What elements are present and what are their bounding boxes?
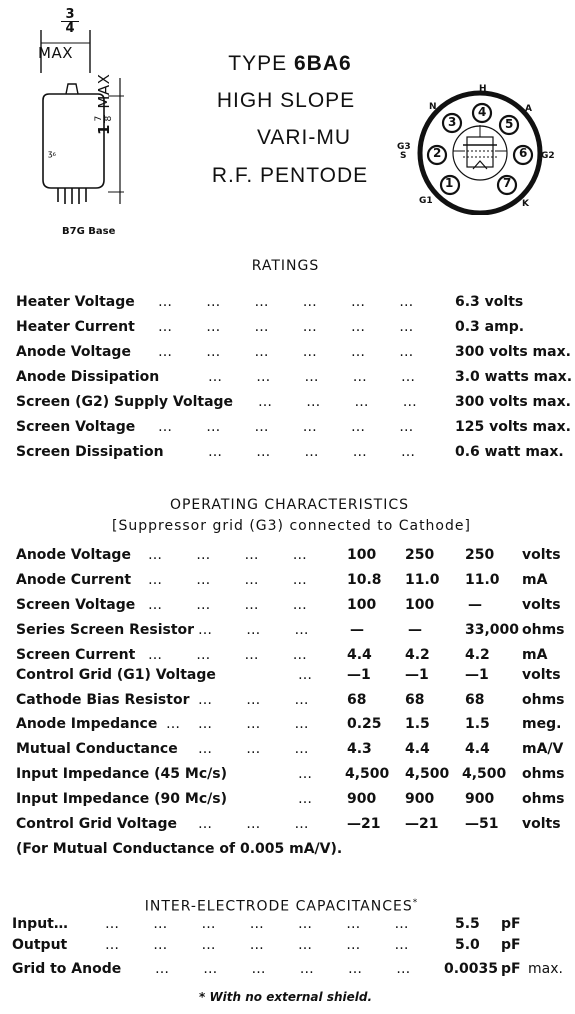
height-dimension-label	[95, 25, 117, 135]
operating-value-1: 10.8	[347, 572, 382, 588]
base-label: B7G Base	[62, 226, 116, 237]
pin-number-7: 7	[503, 176, 512, 190]
operating-label: Series Screen Resistor	[16, 622, 195, 638]
operating-value-1: 4,500	[345, 766, 390, 782]
leader-dots: … … …	[198, 692, 311, 708]
operating-unit: volts	[522, 667, 561, 683]
pin-label-g2: G2	[541, 151, 555, 161]
leader-dots: …	[298, 791, 314, 807]
ratings-row	[0, 419, 575, 441]
rating-value: 300 volts max.	[455, 344, 571, 360]
operating-value-1: —	[350, 622, 364, 638]
pin-label-k: K	[522, 199, 529, 209]
operating-value-3: —51	[465, 816, 499, 832]
pin-number-2: 2	[433, 146, 442, 160]
operating-label: Mutual Conductance	[16, 741, 178, 757]
ratings-row	[0, 369, 575, 391]
leader-dots: … … … … … …	[158, 419, 416, 435]
operating-value-2: 250	[405, 547, 435, 563]
operating-value-3: 4,500	[462, 766, 507, 782]
operating-row	[0, 622, 575, 644]
operating-value-3: 68	[465, 692, 485, 708]
operating-unit: volts	[522, 816, 561, 832]
operating-value-2: 4.2	[405, 647, 430, 663]
leader-dots: … … …	[198, 816, 311, 832]
operating-unit: mA/V	[522, 741, 564, 757]
operating-label: Control Grid Voltage	[16, 816, 177, 832]
leader-dots: … … … … … …	[158, 294, 416, 310]
type-code: 6BA6	[294, 52, 352, 75]
operating-value-2: 1.5	[405, 716, 430, 732]
height-denominator: 8	[104, 115, 114, 122]
operating-value-1: 100	[347, 547, 377, 563]
pin-label-h: H	[479, 84, 487, 94]
operating-value-1: 4.3	[347, 741, 372, 757]
capacitance-suffix: max.	[528, 961, 563, 977]
operating-value-2: 11.0	[405, 572, 440, 588]
rating-label: Heater Voltage	[16, 294, 135, 310]
operating-value-1: 100	[347, 597, 377, 613]
width-dimension-max: MAX	[38, 44, 73, 62]
operating-value-3: 250	[465, 547, 495, 563]
operating-value-2: 4,500	[405, 766, 450, 782]
rating-label: Screen (G2) Supply Voltage	[16, 394, 234, 410]
operating-value-3: 1.5	[465, 716, 490, 732]
pin-number-3: 3	[448, 115, 457, 129]
leader-dots: … … … …	[148, 647, 309, 663]
operating-value-1: 0.25	[347, 716, 382, 732]
operating-value-1: 68	[347, 692, 367, 708]
operating-unit: ohms	[522, 692, 565, 708]
rating-value: 300 volts max.	[455, 394, 571, 410]
operating-unit: volts	[522, 547, 561, 563]
pin-number-6: 6	[519, 146, 528, 160]
title-rf-pentode: R.F. PENTODE	[211, 164, 369, 187]
operating-label: Anode Impedance	[16, 716, 158, 732]
width-dimension-fraction	[52, 8, 88, 35]
capacitance-unit: pF	[501, 916, 521, 932]
operating-value-2: —	[408, 622, 422, 638]
operating-value-1: 4.4	[347, 647, 372, 663]
operating-value-1: 900	[347, 791, 377, 807]
width-numerator: 3	[65, 7, 75, 22]
rating-value: 6.3 volts	[455, 294, 524, 310]
title-high-slope: HIGH SLOPE	[216, 89, 356, 112]
pin-label-g3: G3	[397, 142, 411, 152]
operating-value-2: —1	[405, 667, 429, 683]
capacitance-unit: pF	[501, 961, 521, 977]
operating-row	[0, 647, 575, 669]
height-max: MAX	[95, 73, 113, 109]
operating-unit: mA	[522, 572, 548, 588]
leader-dots: … … …	[198, 741, 311, 757]
rating-label: Anode Voltage	[16, 344, 131, 360]
operating-value-2: 4.4	[405, 741, 430, 757]
leader-dots: … … … … … …	[158, 319, 416, 335]
operating-row	[0, 547, 575, 569]
operating-label: Anode Current	[16, 572, 132, 588]
capacitance-label: Grid to Anode	[12, 961, 122, 977]
pin-number-1: 1	[445, 176, 454, 190]
rating-value: 125 volts max.	[455, 419, 571, 435]
leader-dots: … … … … … … …	[105, 916, 411, 932]
leader-dots: … … …	[198, 622, 311, 638]
operating-row	[0, 597, 575, 619]
operating-unit: mA	[522, 647, 548, 663]
capacitance-value: 5.5	[455, 916, 480, 932]
capacitance-value: 5.0	[455, 937, 480, 953]
operating-label: Input Impedance (90 Mc/s)	[16, 791, 227, 807]
operating-label: Screen Voltage	[16, 597, 136, 613]
pin-label-s: S	[400, 151, 407, 161]
operating-row	[0, 741, 575, 763]
operating-value-3: 11.0	[465, 572, 500, 588]
leader-dots: … … … …	[148, 572, 309, 588]
operating-subheading: [Suppressor grid (G3) connected to Cathode]	[112, 518, 471, 534]
leader-dots: … … …	[198, 716, 311, 732]
operating-row	[0, 667, 575, 689]
operating-footnote-row	[0, 841, 575, 863]
leader-dots: … … … … … … …	[105, 937, 411, 953]
leader-dots: …	[166, 716, 182, 732]
operating-row	[0, 816, 575, 838]
operating-row	[0, 716, 575, 738]
operating-unit: volts	[522, 597, 561, 613]
leader-dots: … … … …	[148, 597, 309, 613]
capacitance-value: 0.0035	[444, 961, 499, 977]
operating-value-3: 4.2	[465, 647, 490, 663]
leader-dots: …	[298, 766, 314, 782]
rating-label: Screen Dissipation	[16, 444, 164, 460]
title-type-line	[190, 52, 390, 76]
leader-dots: … … … … … …	[158, 344, 416, 360]
ratings-heading: RATINGS	[251, 258, 320, 274]
operating-value-3: 4.4	[465, 741, 490, 757]
capacitances-heading-text: INTER-ELECTRODE CAPACITANCES	[144, 898, 413, 915]
operating-row	[0, 572, 575, 594]
capacitance-label: Input…	[12, 916, 68, 932]
capacitance-label-text: Input	[12, 916, 54, 932]
capacitance-note: * With no external shield.	[198, 990, 373, 1004]
leader-dots: …	[298, 667, 314, 683]
operating-value-3: 900	[465, 791, 495, 807]
height-numerator: 7	[94, 115, 104, 122]
operating-value-2: 100	[405, 597, 435, 613]
pin-number-4: 4	[478, 105, 487, 119]
capacitance-label: Output	[12, 937, 68, 953]
capacitance-row	[0, 937, 575, 959]
leader-dots: … … … … …	[208, 444, 418, 460]
leader-dots: … … … … …	[208, 369, 418, 385]
rating-label: Screen Voltage	[16, 419, 136, 435]
title-vari-mu: VARI-MU	[256, 126, 352, 149]
capacitance-unit: pF	[501, 937, 521, 953]
operating-value-2: —21	[405, 816, 439, 832]
operating-value-1: —1	[347, 667, 371, 683]
pin-number-5: 5	[505, 117, 514, 131]
ratings-row	[0, 344, 575, 366]
capacitance-row	[0, 916, 575, 938]
type-prefix: TYPE	[228, 52, 288, 75]
operating-unit: ohms	[522, 622, 565, 638]
operating-value-3: —1	[465, 667, 489, 683]
operating-unit: ohms	[522, 766, 565, 782]
rating-label: Anode Dissipation	[16, 369, 160, 385]
ratings-row	[0, 319, 575, 341]
ratings-row	[0, 394, 575, 416]
height-whole: 1	[95, 124, 113, 135]
operating-value-1: —21	[347, 816, 381, 832]
operating-value-3: 33,000	[465, 622, 520, 638]
capacitance-row	[0, 961, 575, 983]
capacitances-asterisk: *	[412, 898, 419, 908]
leader-dots: … … … …	[148, 547, 309, 563]
operating-value-3: —	[468, 597, 482, 613]
leader-dots: … … … …	[258, 394, 419, 410]
operating-label: Input Impedance (45 Mc/s)	[16, 766, 227, 782]
pin-label-g1: G1	[419, 196, 433, 206]
svg-text:ʒ₆: ʒ₆	[48, 149, 56, 158]
operating-value-2: 900	[405, 791, 435, 807]
pin-label-a: A	[525, 104, 532, 114]
capacitances-heading	[0, 898, 569, 915]
rating-label: Heater Current	[16, 319, 135, 335]
operating-unit: meg.	[522, 716, 562, 732]
operating-row	[0, 766, 575, 788]
ratings-row	[0, 294, 575, 316]
pin-label-n: N	[429, 102, 437, 112]
operating-label: Screen Current	[16, 647, 136, 663]
rating-value: 3.0 watts max.	[455, 369, 573, 385]
rating-value: 0.6 watt max.	[455, 444, 564, 460]
rating-value: 0.3 amp.	[455, 319, 525, 335]
operating-unit: ohms	[522, 791, 565, 807]
operating-footnote: (For Mutual Conductance of 0.005 mA/V).	[16, 841, 343, 857]
operating-label: Anode Voltage	[16, 547, 131, 563]
leader-dots: … … … … … …	[155, 961, 413, 977]
operating-label: Cathode Bias Resistor	[16, 692, 190, 708]
width-denominator: 4	[61, 21, 79, 35]
operating-row	[0, 692, 575, 714]
operating-value-2: 68	[405, 692, 425, 708]
operating-label: Control Grid (G1) Voltage	[16, 667, 216, 683]
operating-row	[0, 791, 575, 813]
operating-heading: OPERATING CHARACTERISTICS	[169, 497, 410, 513]
ratings-row	[0, 444, 575, 466]
